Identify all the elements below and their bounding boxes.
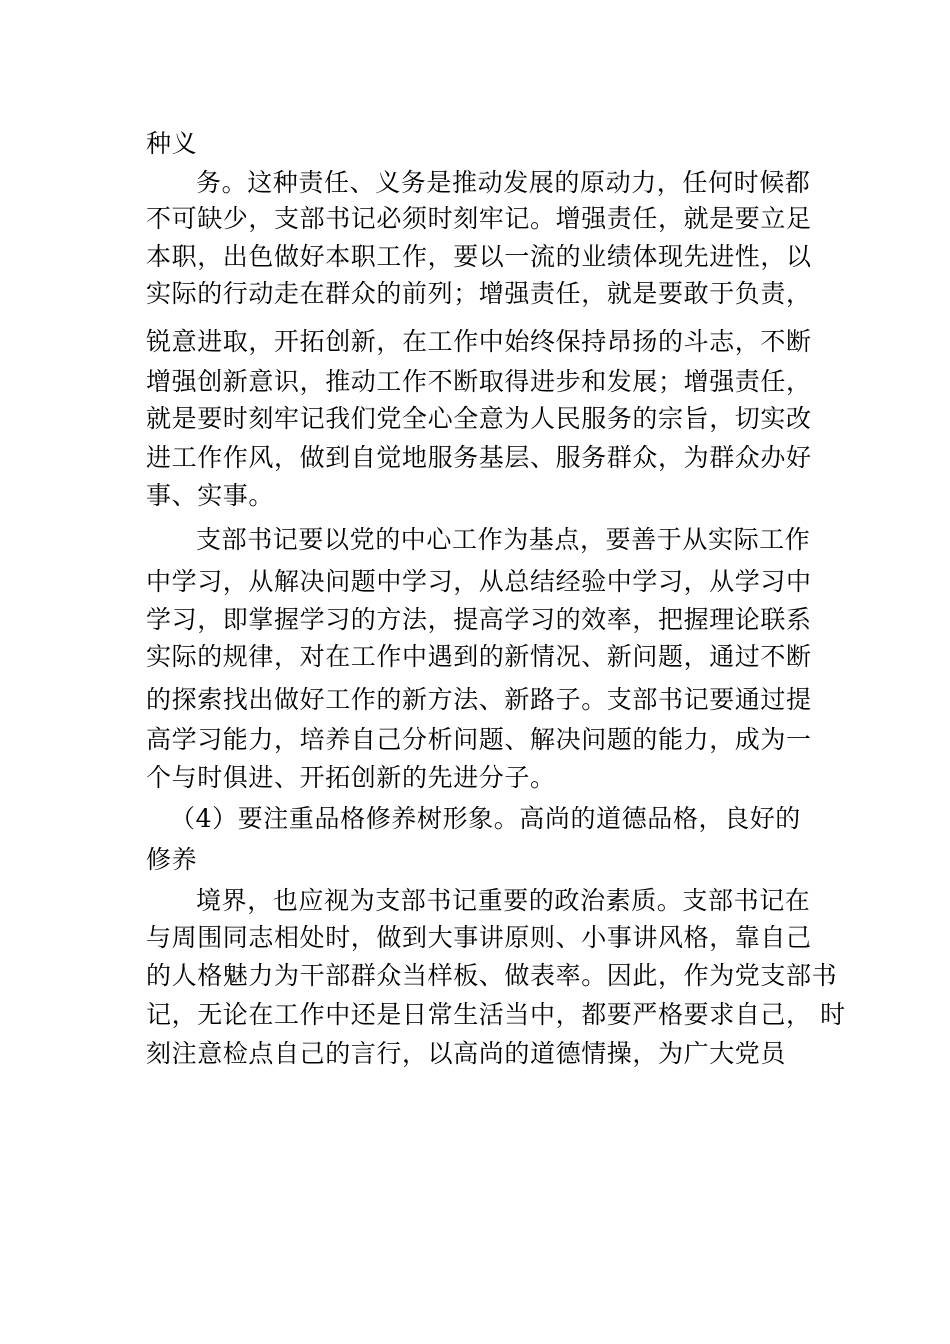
text-line: 境界，也应视为支部书记重要的政治素质。支部书记在 <box>196 886 811 915</box>
text-line: 记，无论在工作中还是日常生活当中，都要严格要求自己， 时 <box>146 1000 846 1029</box>
text-line: 与周围同志相处时，做到大事讲原则、小事讲风格，靠自己 <box>146 923 812 952</box>
text-line: 中学习，从解决问题中学习，从总结经验中学习，从学习中 <box>146 567 812 596</box>
text-line: 学习，即掌握学习的方法，提高学习的效率，把握理论联系 <box>146 605 812 634</box>
text-line: 修养 <box>146 845 198 874</box>
text-line: 高学习能力，培养自己分析问题、解决问题的能力，成为一 <box>146 725 812 754</box>
text-line: 不可缺少，支部书记必须时刻牢记。增强责任，就是要立足 <box>146 204 812 233</box>
text-line: （4）要注重品格修养树形象。高尚的道德品格，良好的 <box>170 804 801 833</box>
text-line: 务。这种责任、义务是推动发展的原动力，任何时候都 <box>196 168 811 197</box>
text-line: 本职，出色做好本职工作，要以一流的业绩体现先进性，以 <box>146 242 812 271</box>
text-line: 个与时俱进、开拓创新的先进分子。 <box>146 763 556 792</box>
text-line: 就是要时刻牢记我们党全心全意为人民服务的宗旨，切实改 <box>146 404 812 433</box>
text-line: 增强创新意识，推动工作不断取得进步和发展；增强责任， <box>146 367 812 396</box>
text-line: 支部书记要以党的中心工作为基点，要善于从实际工作 <box>196 525 811 554</box>
text-line: 实际的规律，对在工作中遇到的新情况、新问题，通过不断 <box>146 642 812 671</box>
text-line: 锐意进取，开拓创新，在工作中始终保持昂扬的斗志，不断 <box>146 327 812 356</box>
text-line: 实际的行动走在群众的前列；增强责任，就是要敢于负责， <box>146 279 812 308</box>
text-line: 刻注意检点自己的言行，以高尚的道德情操，为广大党员 <box>146 1039 787 1068</box>
text-line: 事、实事。 <box>146 481 275 510</box>
text-line: 的人格魅力为干部群众当样板、做表率。因此，作为党支部书 <box>146 961 838 990</box>
text-line: 的探索找出做好工作的新方法、新路子。支部书记要通过提 <box>146 685 812 714</box>
text-line: 种义 <box>146 129 198 158</box>
text-line: 进工作作风，做到自觉地服务基层、服务群众，为群众办好 <box>146 443 812 472</box>
